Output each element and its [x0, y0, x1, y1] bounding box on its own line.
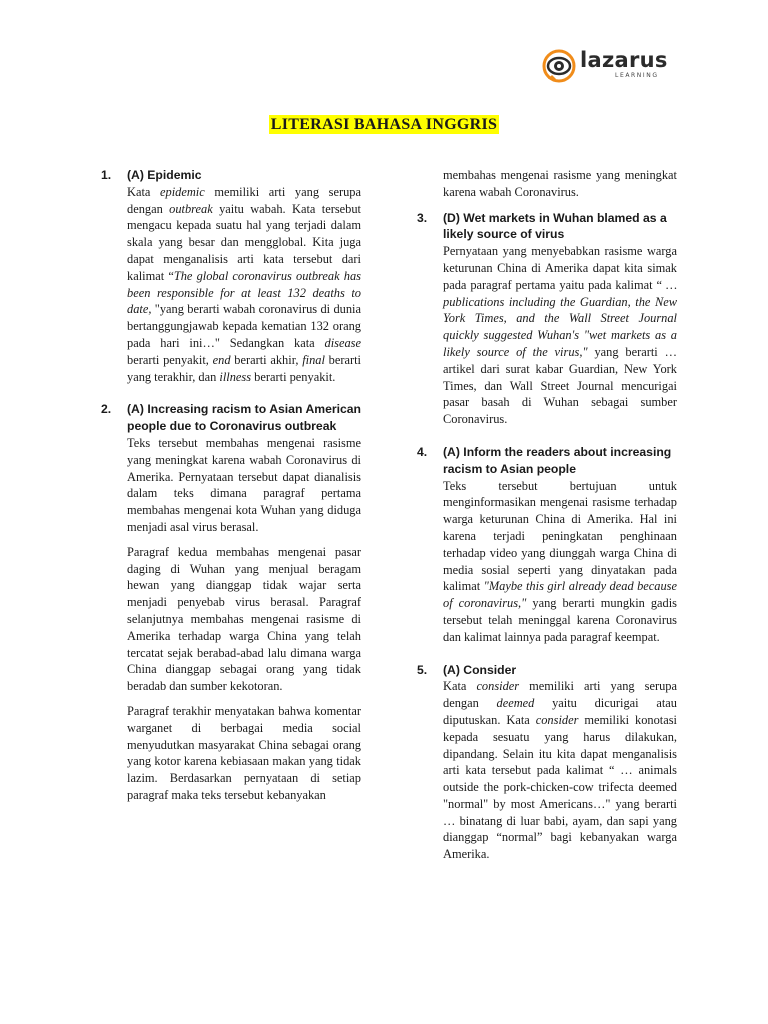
italic-term: "Maybe this girl already dead because of coronavirus," [443, 579, 677, 611]
title-wrapper [0, 114, 768, 134]
item-number: 1. [101, 168, 112, 182]
item-paragraph: Teks tersebut membahas mengenai rasisme yang meningkat karena wabah Coronavirus di Amerika. Pernyataan tersebut dapat dianalisis dalam teks dimana paragraf pertama membahas mengenai kota Wuhan yang diduga menjadi asal virus berasal. [127, 435, 361, 534]
item-number: 5. [417, 662, 428, 677]
continued-paragraph: membahas mengenai rasisme yang meningkat karena wabah Coronavirus. [443, 168, 677, 199]
item-number: 2. [101, 402, 112, 417]
italic-term: … publications including the Guardian, the New York Times, and the Wall Street Journal quickly suggested Wuhan's "wet markets as a likely source of the virus," [443, 277, 677, 359]
italic-term: illness [219, 369, 252, 384]
item-paragraph: Teks tersebut bertujuan untuk menginformasikan mengenai rasisme terhadap warga keturunan China di Amerika. Hal ini karena terjadi peningkatan penghinaan terhadap video yang diunggah warga China di media sosial seperti yang dinyatakan pada kalimat "Maybe this girl already dead because of coronavirus," yang berarti mungkin gadis tersebut telah meninggal karena Coronavirus dan kalimat lainnya pada paragraf keempat. [443, 478, 677, 644]
left-column [101, 167, 361, 804]
answer-item-4 [417, 444, 677, 646]
item-number: 3. [417, 210, 428, 225]
lazarus-logo [542, 46, 682, 86]
item-heading: (A) Epidemic [127, 168, 202, 182]
italic-term: consider [535, 712, 579, 727]
item-paragraph: Kata epidemic memiliki arti yang serupa dengan outbreak yaitu wabah. Kata tersebut mengacu kepada suatu hal yang terjadi dalam skala yang besar dan mengglobal. Kita juga dapat menganalisis arti kata tersebut dari kalimat “The global coronavirus outbreak has been responsible for at least 132 deaths to date, "yang berarti wabah coronavirus di dunia bertanggungjawab kepada kematian 132 orang pada hari ini…" Sedangkan kata disease berarti penyakit, end berarti akhir, final berarti yang terakhir, dan illness berarti penyakit. [127, 184, 361, 384]
item-paragraph: Kata consider memiliki arti yang serupa dengan deemed yaitu dicurigai atau diputuskan. Kata consider memiliki konotasi kepada sesuatu yang harus dilakukan, dipandang. Selain itu kita dapat menganalisis arti kata tersebut pada kalimat “ … animals outside the pork-chicken-cow trifecta deemed "normal" by most Americans…" yang berarti … binatang di luar babi, ayam, dan sapi yang dianggap “normal” bagi kebanyakan warga Amerika. [443, 679, 677, 862]
answer-item-1 [101, 167, 361, 385]
italic-term: disease [324, 335, 361, 350]
item-number: 4. [417, 444, 428, 459]
italic-term: The global coronavirus outbreak has been responsible for at least 132 deaths to date, [127, 268, 361, 317]
italic-term: final [302, 352, 325, 367]
italic-term: outbreak [169, 201, 213, 216]
italic-term: deemed [496, 696, 535, 711]
item-paragraph: Paragraf kedua membahas mengenai pasar daging di Wuhan yang menjual beragam hewan yang dianggap tidak wajar serta menjadi penyebab virus berasal. Paragraf selanjutnya membahas mengenai rasisme di Amerika terhadap warga China yang telah tercatat sejak berabad-abad lalu dimana warga China dianggap sebagai orang yang tidak beradab dan sumber kekotoran. [127, 544, 361, 694]
answer-item-2 [101, 401, 361, 803]
lazarus-eye-logo-icon [542, 49, 576, 83]
item-heading: (A) Inform the readers about increasing racism to Asian people [443, 444, 672, 476]
item-heading: (A) Consider [443, 662, 517, 677]
logo-wordmark: lazarus [580, 48, 668, 72]
item-paragraph: Pernyataan yang menyebabkan rasisme warga keturunan China di Amerika dapat kita simak pada paragraf pertama yaitu pada kalimat “ … publications including the Guardian, the New York Times, and the Wall Street Journal quickly suggested Wuhan's "wet markets as a likely source of the virus," yang berarti … artikel dari surat kabar Guardian, New York Times, dan Wall Street Journal mencurigai pasar basah di Wuhan sebagai sumber Coronavirus. [443, 244, 677, 427]
right-column [417, 167, 677, 863]
item-heading: (D) Wet markets in Wuhan blamed as a likely source of virus [443, 210, 667, 242]
answer-item-3 [417, 210, 677, 428]
italic-term: epidemic [160, 184, 205, 199]
page-title: LITERASI BAHASA INGGRIS [270, 116, 498, 133]
item-heading: (A) Increasing racism to Asian American people due to Coronavirus outbreak [127, 402, 361, 434]
italic-term: end [212, 352, 231, 367]
answer-item-5 [417, 662, 677, 864]
italic-term: consider [476, 679, 520, 694]
logo-subtitle: LEARNING [615, 72, 659, 79]
item-paragraph: Paragraf terakhir menyatakan bahwa komentar warganet di berbagai media social menyudutkan masyarakat China sebagai orang yang kotor karena kebiasaan makan yang tidak lazim. Berdasarkan pernyataan di setiap paragraf maka teks tersebut kebanyakan [127, 703, 361, 802]
